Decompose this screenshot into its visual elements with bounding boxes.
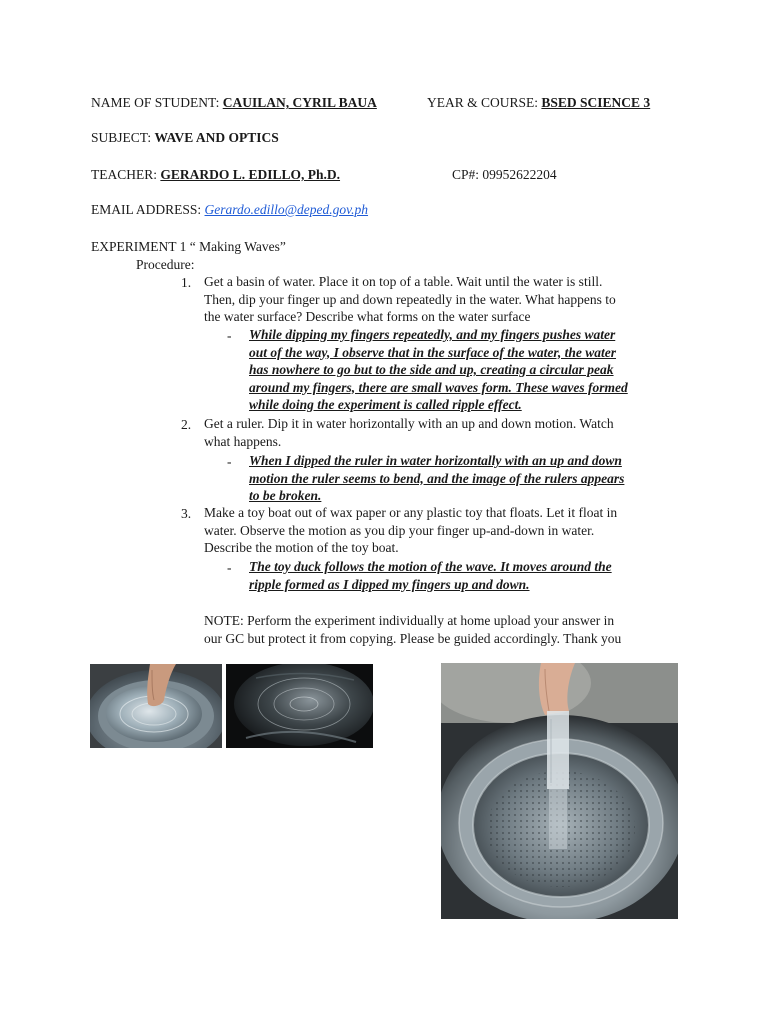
answer-line: around my fingers, there are small waves form. These waves formed bbox=[249, 379, 628, 395]
step-1-line: Then, dip your finger up and down repeatedly in the water. What happens to bbox=[204, 291, 616, 307]
answer-dash: - bbox=[227, 454, 232, 469]
answer-line: While dipping my fingers repeatedly, and my fingers pushes water bbox=[249, 327, 616, 342]
cp-line bbox=[452, 166, 557, 183]
answer-line: motion the ruler seems to bend, and the image of the rulers appears bbox=[249, 470, 625, 486]
course-label: YEAR & COURSE: bbox=[427, 95, 542, 110]
answer-line: out of the way, I observe that in the surface of the water, the water bbox=[249, 344, 617, 360]
experiment-title: EXPERIMENT 1 “ Making Waves” bbox=[91, 239, 286, 254]
answer-line: When I dipped the ruler in water horizontally with an up and down bbox=[249, 453, 622, 468]
teacher-line bbox=[91, 166, 340, 183]
note-line: NOTE: Perform the experiment individually at home upload your answer in bbox=[204, 613, 615, 628]
subject-label: SUBJECT: bbox=[91, 130, 155, 145]
teacher-value: GERARDO L. EDILLO, Ph.D. bbox=[160, 167, 341, 182]
step-1-answer bbox=[249, 326, 628, 414]
step-3-answer bbox=[249, 558, 612, 593]
step-1-line: the water surface? Describe what forms on the water surface bbox=[204, 309, 531, 324]
answer-line: while doing the experiment is called ripple effect. bbox=[249, 397, 522, 412]
photo-ruler-basin bbox=[441, 663, 678, 919]
course-line bbox=[427, 94, 650, 111]
photo-basin-finger bbox=[90, 664, 222, 748]
cp-label: CP#: bbox=[452, 167, 483, 182]
step-3-line: water. Observe the motion as you dip your finger up-and-down in water. bbox=[204, 522, 595, 538]
subject-line bbox=[91, 129, 279, 146]
step-number: 1. bbox=[181, 275, 192, 290]
photo-ripple-dark bbox=[226, 664, 373, 748]
answer-line: ripple formed as I dipped my fingers up and down. bbox=[249, 576, 530, 592]
step-number: 3. bbox=[181, 506, 192, 521]
step-3-text bbox=[204, 504, 617, 557]
note-line: our GC but protect it from copying. Please be guided accordingly. Thank you bbox=[204, 630, 622, 646]
step-2-line: what happens. bbox=[204, 433, 282, 449]
step-1-line: Get a basin of water. Place it on top of a table. Wait until the water is still. bbox=[204, 274, 603, 289]
course-value: BSED SCIENCE 3 bbox=[541, 95, 651, 110]
student-label: NAME OF STUDENT: bbox=[91, 95, 223, 110]
subject-value: WAVE AND OPTICS bbox=[154, 130, 279, 145]
cp-value: 09952622204 bbox=[482, 167, 557, 182]
step-3-line: Make a toy boat out of wax paper or any plastic toy that floats. Let it float in bbox=[204, 505, 618, 520]
email-line bbox=[91, 201, 368, 218]
step-1-text bbox=[204, 273, 616, 326]
student-line bbox=[91, 94, 377, 111]
step-2-text bbox=[204, 415, 614, 450]
email-label: EMAIL ADDRESS: bbox=[91, 202, 205, 217]
answer-dash: - bbox=[227, 560, 232, 575]
email-link[interactable]: Gerardo.edillo@deped.gov.ph bbox=[204, 202, 369, 217]
answer-line: to be broken. bbox=[249, 488, 322, 503]
procedure-label: Procedure: bbox=[136, 257, 195, 272]
step-number: 2. bbox=[181, 417, 192, 432]
student-name: CAUILAN, CYRIL BAUA bbox=[222, 95, 377, 110]
teacher-label: TEACHER: bbox=[91, 167, 161, 182]
step-3-line: Describe the motion of the toy boat. bbox=[204, 540, 399, 555]
answer-line: has nowhere to go but to the side and up, creating a circular peak bbox=[249, 362, 614, 377]
step-2-line: Get a ruler. Dip it in water horizontally with an up and down motion. Watch bbox=[204, 416, 614, 431]
answer-line: The toy duck follows the motion of the wave. It moves around the bbox=[249, 559, 612, 574]
answer-dash: - bbox=[227, 328, 232, 343]
step-2-answer bbox=[249, 452, 624, 505]
note bbox=[204, 612, 621, 647]
